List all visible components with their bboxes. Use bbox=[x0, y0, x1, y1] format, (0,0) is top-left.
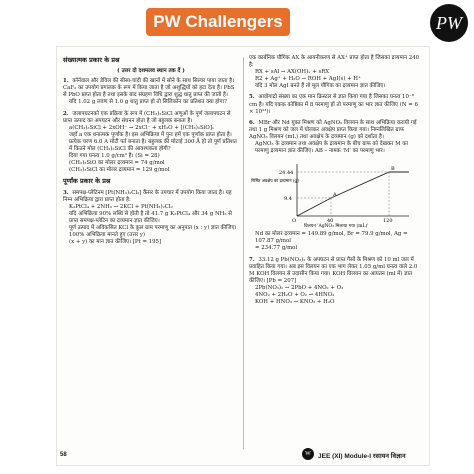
equation: R2 + Ag⁺ + H₂O → ROH + AgI(s) + H⁺ bbox=[255, 76, 361, 83]
book-page bbox=[56, 46, 430, 466]
graph-svg bbox=[249, 158, 419, 228]
question-text-3: पूर्ण उत्पाद में अविकसित KCl के कुल ग्राम परमाणु का अनुपात (x : y) ज्ञात कीजिए। bbox=[69, 224, 237, 231]
question-text: 33.12 g Pb(NO₃)₂ के अपघटन से प्राप्त गैसों के मिश्रण को 10 ml जल में प्रवाहित किया गया। अब इस विलयन का एक भाग लेकर 1.05 g/ml घनत्व वाले 2.0 M KOH विलयन से उदासीन किया गया। KOH विलयन का आयतन (ml में) ज्ञात कीजिए। [Pb = 207] bbox=[249, 256, 418, 284]
equation: KOH + HNO₃ → KNO₃ + H₂O bbox=[255, 299, 335, 306]
equation: a(CH₃)₃SiCl + 2xOH⁻ → 2xCl⁻ + xH₂O + [(CH₃)₂SiO]ₓ bbox=[69, 124, 215, 131]
precipitate-graph bbox=[249, 158, 423, 228]
question-number: 5. bbox=[249, 94, 255, 101]
brand-logo-icon: PW bbox=[430, 4, 468, 42]
question-number: 2. bbox=[63, 110, 69, 117]
origin-label: O bbox=[292, 218, 297, 225]
given-data: (CH₃)₃SiCl का मोलर द्रव्यमान = 129 g/mol bbox=[69, 167, 170, 174]
question-number: 1. bbox=[63, 78, 69, 85]
left-column bbox=[63, 55, 239, 250]
question-text-2: जहाँ a एक धनात्मक पूर्णांक है। इस अभिक्रिया में पुनः हमें एक पूर्णांक प्राप्त होता है। प्रत्येक चरण 6.0 A मोटी पर्त बनाता है। बहुलक की मोटाई 300 Å हो तो पूर्ण प्रतिशत में कितने मोल (CH₃)₃SiCl की आवश्यकता होगी? bbox=[69, 131, 237, 153]
question-1 bbox=[63, 78, 239, 106]
question-text: MBr और Nd युक्त मिश्रण को AgNO₃ विलयन के साथ अभिक्रिया करायी गई तथा 1 g मिश्रण को जल में घोलकर अवक्षेप प्राप्त किया गया। निम्नलिखित ग्राफ AgNO₃ विलयन (mL) तथा अवक्षेप के द्रव्यमान (g) को दर्शाता है। bbox=[249, 119, 417, 140]
section-title: संख्यात्मक प्रकार के प्रश्न bbox=[63, 56, 120, 64]
page-number: 58 bbox=[60, 452, 67, 458]
graph-line-ab bbox=[331, 172, 389, 198]
x-axis-label: विलयन 'AgNO₃ मिलाया गया (mL)' bbox=[304, 224, 369, 229]
graph-line-oa bbox=[297, 198, 331, 216]
question-ask: यदि 1.02 g लवण से 1.0 g धातु प्राप्त हो तो सिलिकॉन का प्रतिशत क्या होगा? bbox=[69, 99, 227, 106]
given-data: (CH₃)₃SiO का मोलर द्रव्यमान = 74 g/mol bbox=[69, 160, 165, 167]
point-a-label: A bbox=[333, 192, 337, 199]
question-text-4: 100% अभिक्रिया मानते हुए (उत्तर y) bbox=[69, 232, 146, 239]
y-tick-label: 9.4 bbox=[284, 196, 292, 203]
question-text-2: AgNO₃ के द्रव्यमान तथा अवक्षेप के द्रव्यमान के बीच ग्राफ को देखकर M का परमाणु द्रव्यमान ज्ञात कीजिए। AB – नामक 'M' का परमाणु भार। bbox=[255, 141, 408, 155]
given-data: Nd का मोलर द्रव्यमान = 149.89 g/mol, Br = 79.9 g/mol, Ag = 107.87 g/mol bbox=[255, 231, 408, 245]
equation: RX + sAl → AX(OH)ₓ + sRX bbox=[255, 69, 330, 76]
integer-section-title: पूर्णांक प्रकार के प्रश्न bbox=[63, 177, 111, 186]
question-number: 7. bbox=[249, 256, 255, 263]
module-footer: JEE (XI) Module-I रसायन विज्ञान bbox=[318, 453, 406, 460]
pw-footer-icon: W bbox=[302, 448, 314, 460]
equation: 2Pb(NO₃)₂ → 2PbO + 4NO₂ + O₂ bbox=[255, 284, 344, 291]
right-column bbox=[249, 55, 423, 310]
question-text: आवोगाद्रो संख्या का एक मान क्रिस्टल से ज्ञात किया गया है जिसका घनत्व 10⁻⁸ cm है। यदि एकक कोष्ठिका में 8 परमाणु हों तो परमाणु का भार ज्ञात कीजिए (N = 6 × 10²³)। bbox=[249, 94, 418, 115]
equation: K₂PtCl₄ + 2NH₃ → 2KCl + Pt(NH₃)₂Cl₂ bbox=[69, 203, 173, 210]
question-7 bbox=[249, 257, 423, 307]
question-5 bbox=[249, 94, 423, 115]
question-6 bbox=[249, 120, 423, 253]
given-data: = 234.77 g/mol bbox=[255, 245, 298, 252]
subsection-title: ( उत्तर दो दशमलव स्थान तक दें ) bbox=[117, 68, 185, 75]
question-text: समपक्ष-प्लेटिनम [Pt(NH₃)₂Cl₂] कैंसर के उपचार में उपयोग किया जाता है। यह निम्न अभिक्रिया द्वारा प्राप्त होता है: bbox=[63, 189, 232, 203]
x-tick-label: 40 bbox=[327, 218, 334, 225]
question-text-5: (x + y) का मान ज्ञात कीजिए। [Pt = 195] bbox=[69, 239, 162, 246]
equation: 4NO₂ + 2H₂O + O₂ → 4HNO₃ bbox=[255, 291, 335, 298]
column-divider bbox=[243, 57, 244, 449]
pw-challengers-banner: PW Challengers bbox=[146, 8, 290, 36]
question-2 bbox=[63, 111, 239, 175]
question-text-2: यदि 3 मोल AgI बनते हैं तो मूल यौगिक का द्रव्यमान ज्ञात कीजिए। bbox=[255, 83, 386, 90]
point-b-label: B bbox=[391, 166, 395, 173]
question-text: जलापघटनको एक प्रक्रिया के रूप में (CH₃)₃SiCl अणुओं के पूर्ण जलापघटन से प्राप्त उत्पाद का अपघटन और संघनन होता है जो बहुलक बनाता है। bbox=[63, 110, 231, 124]
question-number: 3. bbox=[63, 189, 69, 196]
question-4 bbox=[249, 55, 423, 90]
question-text: कॉर्नवाल और डेविल की सीसा-चांदी की खानों में सोने के साथ सिल्वर पाया जाता है। CaF₂ का उपयोग प्रगालक के रूप में किया जाता है जो अशुद्धियों को हटा देता है। PbS से PbO प्राप्त होता है तथा इसके बाद संग्रहण विधि द्वारा शुद्ध धातु प्राप्त की जाती है। bbox=[63, 78, 235, 99]
question-number: 6. bbox=[249, 119, 255, 126]
question-text: एक कार्बनिक यौगिक AX के आयनीकरण से AX⁺ प्राप्त होता है जिसका द्रव्यमान 240 है: bbox=[249, 55, 420, 69]
y-axis-label: निर्मित अवक्षेप का द्रव्यमान (g) bbox=[251, 178, 299, 184]
question-3 bbox=[63, 190, 239, 247]
x-tick-label: 120 bbox=[383, 218, 393, 225]
y-tick-label: 24.44 bbox=[279, 170, 294, 177]
question-text-2: यदि अभिक्रिया 90% लब्धि से होती है तो 41.7 g K₂PtCl₄ और 34 g NH₃ से प्राप्त समपक्ष-प्लेटिन का द्रव्यमान ज्ञात कीजिए। bbox=[69, 210, 232, 224]
given-data: दिया गया घनत्व 1.0 g/cm³ है। (Si = 28) bbox=[69, 153, 160, 160]
